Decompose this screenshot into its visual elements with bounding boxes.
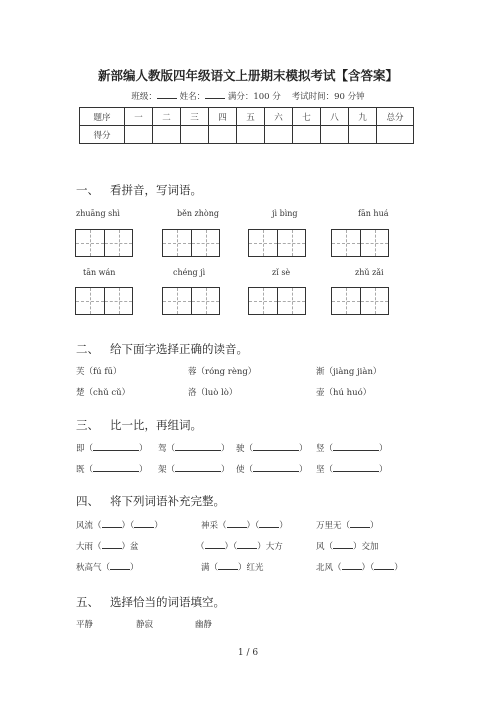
idiom-item: 万里无（ ） bbox=[316, 521, 379, 531]
answer-blank[interactable] bbox=[333, 442, 379, 451]
reading-item: 芙（fú fū） bbox=[76, 367, 122, 377]
score-value-row bbox=[80, 126, 414, 144]
section-title: 看拼音，写词语。 bbox=[109, 183, 202, 197]
section-2-heading bbox=[76, 341, 248, 357]
compare-item: 即（ ） bbox=[76, 444, 148, 454]
grid-cell[interactable] bbox=[76, 230, 104, 256]
exam-info bbox=[0, 90, 496, 102]
score-table bbox=[79, 107, 414, 144]
section-number: 二、 bbox=[76, 342, 99, 356]
exam-time: 考试时间：90 分钟 bbox=[291, 92, 365, 102]
grid-cell[interactable] bbox=[277, 288, 305, 314]
score-cell[interactable] bbox=[293, 126, 321, 144]
grid-cell[interactable] bbox=[163, 230, 191, 256]
idiom-item: 风（ ）交加 bbox=[316, 542, 379, 552]
compare-item: 坚（ ） bbox=[316, 465, 388, 475]
answer-blank[interactable] bbox=[102, 540, 122, 549]
score-cell[interactable] bbox=[125, 126, 153, 144]
page-title: 新部编人教版四年级语文上册期末模拟考试【含答案】 bbox=[97, 68, 398, 83]
writing-grid[interactable] bbox=[75, 229, 133, 257]
score-header-cell: 一 bbox=[125, 108, 153, 126]
compare-item: 驶（ ） bbox=[236, 444, 308, 454]
section-title: 选择恰当的词语填空。 bbox=[109, 595, 225, 609]
compare-item: 驾（ ） bbox=[158, 444, 230, 454]
answer-blank[interactable] bbox=[253, 442, 299, 451]
grid-cell[interactable] bbox=[191, 230, 219, 256]
idiom-item: （ ）（ ）大方 bbox=[196, 542, 283, 552]
section-number: 四、 bbox=[76, 494, 99, 508]
score-cell[interactable] bbox=[209, 126, 237, 144]
pinyin-prompt: zhǔ zǎi bbox=[355, 268, 384, 277]
answer-blank[interactable] bbox=[259, 519, 279, 528]
score-header-cell: 总分 bbox=[377, 108, 414, 126]
section-number: 五、 bbox=[76, 595, 99, 609]
answer-blank[interactable] bbox=[253, 463, 299, 472]
word-choice: 静寂 bbox=[136, 620, 154, 630]
word-choice: 平静 bbox=[76, 620, 94, 630]
full-score: 满分：100 分 bbox=[227, 92, 281, 102]
answer-blank[interactable] bbox=[333, 463, 379, 472]
grid-cell[interactable] bbox=[249, 288, 277, 314]
reading-item: 渐（jiàng jiàn） bbox=[316, 367, 382, 377]
pinyin-prompt: fān huá bbox=[358, 209, 389, 218]
idiom-item: 风流（ ）（ ） bbox=[76, 521, 163, 531]
score-cell[interactable] bbox=[181, 126, 209, 144]
score-cell[interactable] bbox=[237, 126, 265, 144]
score-cell[interactable] bbox=[153, 126, 181, 144]
pinyin-prompt: zhuāng shì bbox=[76, 209, 120, 218]
section-4-heading bbox=[76, 493, 225, 509]
grid-cell[interactable] bbox=[191, 288, 219, 314]
score-header-cell: 七 bbox=[293, 108, 321, 126]
section-number: 三、 bbox=[76, 418, 99, 432]
section-title: 比一比，再组词。 bbox=[109, 418, 202, 432]
reading-item: 洛（luò lò） bbox=[188, 388, 238, 398]
answer-blank[interactable] bbox=[333, 540, 353, 549]
answer-blank[interactable] bbox=[102, 519, 122, 528]
answer-blank[interactable] bbox=[342, 561, 362, 570]
grid-cell[interactable] bbox=[360, 230, 388, 256]
score-header-cell: 五 bbox=[237, 108, 265, 126]
class-blank[interactable] bbox=[157, 90, 177, 99]
grid-cell[interactable] bbox=[332, 230, 360, 256]
class-label: 班级： bbox=[131, 92, 157, 102]
answer-blank[interactable] bbox=[350, 519, 370, 528]
name-label: 姓名： bbox=[179, 92, 206, 102]
score-header-cell: 八 bbox=[321, 108, 349, 126]
answer-blank[interactable] bbox=[374, 561, 394, 570]
grid-cell[interactable] bbox=[332, 288, 360, 314]
grid-cell[interactable] bbox=[277, 230, 305, 256]
section-1-heading bbox=[76, 182, 202, 198]
score-header-cell: 九 bbox=[349, 108, 377, 126]
pinyin-prompt: chéng jì bbox=[173, 268, 206, 277]
section-5-heading bbox=[76, 594, 225, 610]
section-number: 一、 bbox=[76, 183, 99, 197]
pinyin-prompt: jì bìng bbox=[272, 209, 298, 218]
compare-item: 架（ ） bbox=[158, 465, 230, 475]
score-row-label: 得分 bbox=[80, 126, 125, 144]
pinyin-prompt: běn zhòng bbox=[177, 209, 220, 218]
pinyin-prompt: tān wán bbox=[83, 268, 116, 277]
grid-cell[interactable] bbox=[104, 288, 132, 314]
idiom-item: 大雨（ ）盆 bbox=[76, 542, 139, 552]
reading-item: 楚（chǔ cǔ） bbox=[76, 388, 131, 398]
writing-grid[interactable] bbox=[248, 287, 306, 315]
compare-item: 竖（ ） bbox=[316, 444, 388, 454]
grid-cell[interactable] bbox=[360, 288, 388, 314]
section-3-heading bbox=[76, 417, 202, 433]
score-header-cell: 二 bbox=[153, 108, 181, 126]
answer-blank[interactable] bbox=[93, 442, 139, 451]
section-title: 将下列词语补充完整。 bbox=[109, 494, 225, 508]
writing-grid[interactable] bbox=[248, 229, 306, 257]
answer-blank[interactable] bbox=[218, 561, 238, 570]
answer-blank[interactable] bbox=[134, 519, 154, 528]
score-cell[interactable] bbox=[265, 126, 293, 144]
grid-cell[interactable] bbox=[163, 288, 191, 314]
score-header-cell: 题序 bbox=[80, 108, 125, 126]
writing-grid[interactable] bbox=[331, 229, 389, 257]
idiom-item: 北风（ ）（ ） bbox=[316, 563, 403, 573]
answer-blank[interactable] bbox=[93, 463, 139, 472]
grid-cell[interactable] bbox=[76, 288, 104, 314]
score-header-cell: 三 bbox=[181, 108, 209, 126]
compare-item: 使（ ） bbox=[236, 465, 308, 475]
reading-item: 壶（hú huó） bbox=[316, 388, 372, 398]
answer-blank[interactable] bbox=[175, 463, 221, 472]
answer-blank[interactable] bbox=[237, 540, 257, 549]
writing-grid[interactable] bbox=[75, 287, 133, 315]
score-header-cell: 六 bbox=[265, 108, 293, 126]
name-blank[interactable] bbox=[205, 90, 225, 99]
grid-cell[interactable] bbox=[249, 230, 277, 256]
answer-blank[interactable] bbox=[110, 561, 130, 570]
section-title: 给下面字选择正确的读音。 bbox=[109, 342, 248, 356]
score-header-row bbox=[80, 108, 414, 126]
writing-grid[interactable] bbox=[162, 229, 220, 257]
score-cell[interactable] bbox=[349, 126, 377, 144]
grid-cell[interactable] bbox=[104, 230, 132, 256]
answer-blank[interactable] bbox=[227, 519, 247, 528]
score-cell[interactable] bbox=[377, 126, 414, 144]
reading-item: 蓉（róng rèng） bbox=[188, 367, 257, 377]
answer-blank[interactable] bbox=[205, 540, 225, 549]
idiom-item: 秋高气（ ） bbox=[76, 563, 139, 573]
word-choice: 幽静 bbox=[195, 620, 213, 630]
writing-grid[interactable] bbox=[162, 287, 220, 315]
score-cell[interactable] bbox=[321, 126, 349, 144]
idiom-item: 神采（ ）（ ） bbox=[201, 521, 288, 531]
idiom-item: 满（ ）红光 bbox=[201, 563, 264, 573]
writing-grid[interactable] bbox=[331, 287, 389, 315]
page-number: 1 / 6 bbox=[237, 648, 259, 658]
answer-blank[interactable] bbox=[175, 442, 221, 451]
score-header-cell: 四 bbox=[209, 108, 237, 126]
pinyin-prompt: zǐ sè bbox=[272, 268, 291, 277]
compare-item: 既（ ） bbox=[76, 465, 148, 475]
